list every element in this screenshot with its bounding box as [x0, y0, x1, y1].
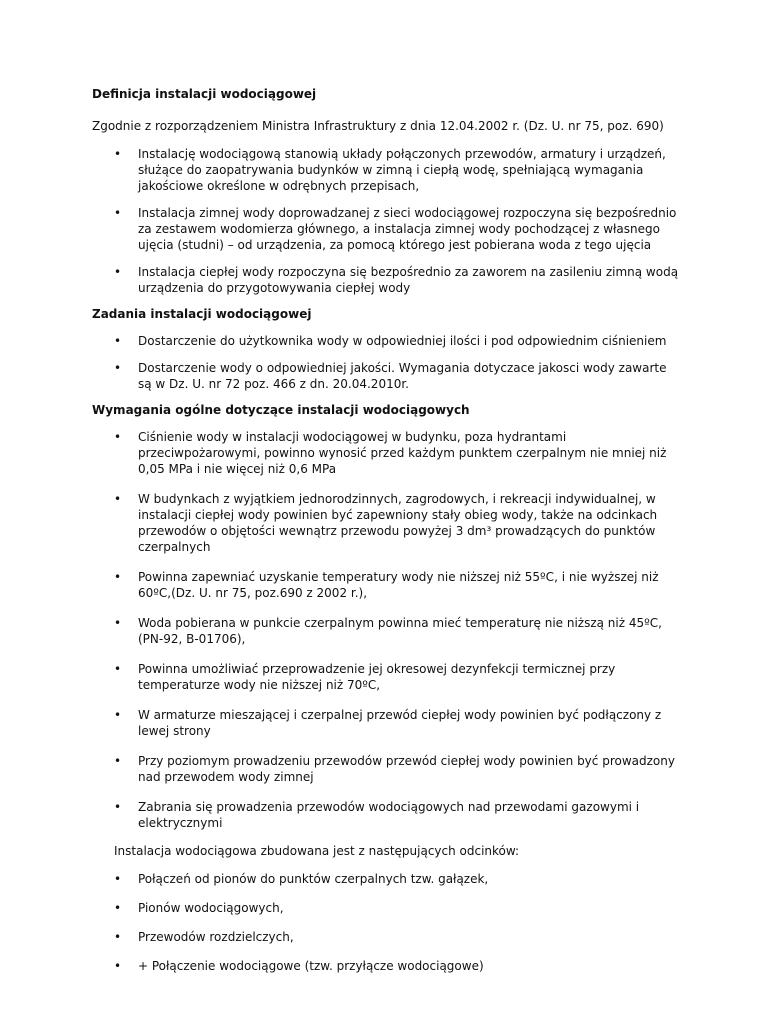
list-item: • Dostarczenie wody o odpowiedniej jakości. Wymagania dotyczace jakosci wody zawarte są w Dz. U. nr 72 poz. 466 z dn. 20.04.2010r. — [114, 361, 667, 391]
list-item: • Instalację wodociągową stanowią układy połączonych przewodów, armatury i urządzeń, służące do zaopatrywania budynków w zimną i ciepłą wodę, spełniającą wymagania jakościowe określone w odrębnych przepisach, — [114, 147, 666, 193]
list-item: • Zabrania się prowadzenia przewodów wodociągowych nad przewodami gazowymi i elektrycznymi — [114, 800, 640, 830]
list-item: • Przy poziomym prowadzeniu przewodów przewód ciepłej wody powinien być prowadzony nad przewodem wody zimnej — [114, 754, 675, 784]
bullet-icon: • — [114, 754, 122, 768]
bullet-icon: • — [114, 361, 122, 375]
bullet-icon: • — [114, 959, 122, 973]
bullet-icon: • — [114, 616, 122, 630]
list-item: • Powinna zapewniać uzyskanie temperatury wody nie niższej niż 55ºC, i nie wyższej niż 60ºC,(Dz. U. nr 75, poz.690 z 2002 r.), — [114, 570, 659, 600]
list-item: • Woda pobierana w punkcie czerpalnym powinna mieć temperaturę nie niższą niż 45ºC, (PN-92, B-01706), — [114, 616, 662, 646]
list-item: • Pionów wodociągowych, — [114, 901, 284, 915]
document-page — [92, 86, 682, 974]
list-item: • Dostarczenie do użytkownika wody w odpowiedniej ilości i pod odpowiednim ciśnieniem — [114, 334, 667, 348]
definition-list — [92, 146, 682, 296]
bullet-icon: • — [114, 930, 122, 944]
bullet-icon: • — [114, 800, 122, 814]
bullet-icon: • — [114, 206, 122, 220]
bullet-icon: • — [114, 334, 122, 348]
segments-intro: Instalacja wodociągowa zbudowana jest z następujących odcinków: — [114, 844, 520, 858]
bullet-icon: • — [114, 708, 122, 722]
list-item: • Powinna umożliwiać przeprowadzenie jej okresowej dezynfekcji termicznej przy temperaturze wody nie niższej niż 70ºC, — [114, 662, 616, 692]
bullet-icon: • — [114, 430, 122, 444]
bullet-icon: • — [114, 662, 122, 676]
bullet-icon: • — [114, 147, 122, 161]
list-item: • W armaturze mieszającej i czerpalnej przewód ciepłej wody powinien być podłączony z lewej strony — [114, 708, 662, 738]
tasks-list — [92, 333, 682, 392]
definition-intro: Zgodnie z rozporządzeniem Ministra Infrastruktury z dnia 12.04.2002 r. (Dz. U. nr 75, poz. 690) — [92, 119, 664, 133]
list-item: • Przewodów rozdzielczych, — [114, 930, 294, 944]
list-item: • Ciśnienie wody w instalacji wodociągowej w budynku, poza hydrantami przeciwpożarowymi, powinno wynosić przed każdym punktem czerpalnym nie mniej niż 0,05 MPa i nie więcej niż 0,6 MPa — [114, 430, 667, 476]
requirements-list — [92, 429, 682, 831]
section-heading-requirements: Wymagania ogólne dotyczące instalacji wodociągowych — [92, 403, 470, 417]
list-item: • Połączeń od pionów do punktów czerpalnych tzw. gałązek, — [114, 872, 489, 886]
bullet-icon: • — [114, 570, 122, 584]
list-item: • W budynkach z wyjątkiem jednorodzinnych, zagrodowych, i rekreacji indywidualnej, w instalacji ciepłej wody powinien być zapewniony stały obieg wody, także na odcinkach przewodów o objętości wewnątrz przewodu powyżej 3 dm³ prowadzących do punktów czerpalnych — [114, 492, 658, 554]
section-heading-definition: Definicja instalacji wodociągowej — [92, 87, 317, 101]
list-item: • + Połączenie wodociągowe (tzw. przyłącze wodociągowe) — [114, 959, 484, 973]
list-item: • Instalacja ciepłej wody rozpoczyna się bezpośrednio za zaworem na zasileniu zimną wodą urządzenia do przygotowywania ciepłej wody — [114, 265, 679, 295]
section-heading-tasks: Zadania instalacji wodociągowej — [92, 307, 312, 321]
bullet-icon: • — [114, 901, 122, 915]
segments-list — [92, 871, 682, 974]
bullet-icon: • — [114, 872, 122, 886]
bullet-icon: • — [114, 265, 122, 279]
list-item: • Instalacja zimnej wody doprowadzanej z sieci wodociągowej rozpoczyna się bezpośrednio za zestawem wodomierza głównego, a instalacja zimnej wody pochodzącej z własnego ujęcia (studni) – od urządzenia, za pomocą którego jest pobierana woda z tego ujęcia — [114, 206, 677, 252]
bullet-icon: • — [114, 492, 122, 506]
